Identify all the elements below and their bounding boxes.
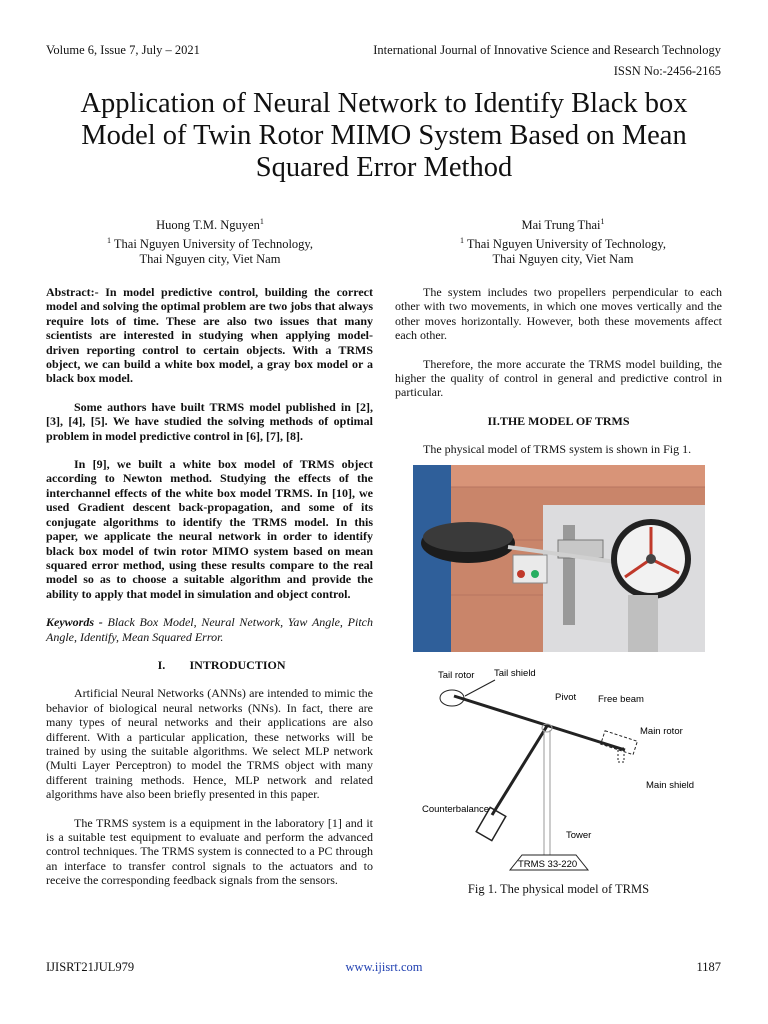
body-paragraph: The system includes two propellers perpendicular to each other with two movements, in which one moves vertically and the other moves horizontally. However, both these movements affect each other. xyxy=(395,285,722,343)
footer-page-number: 1187 xyxy=(696,960,721,974)
author-city: Thai Nguyen city, Viet Nam xyxy=(492,252,634,267)
author-2 xyxy=(413,214,713,267)
section-title: INTRODUCTION xyxy=(189,657,286,672)
label-free-beam: Free beam xyxy=(598,694,644,705)
author-name: Huong T.M. Nguyen xyxy=(156,218,260,233)
tail-shield-arrow xyxy=(465,680,495,696)
keywords-text: Black Box Model, Neural Network, Yaw Angle, Pitch Angle, Identify, Mean Squared Error. xyxy=(46,615,373,644)
footer-website-link[interactable]: www.ijisrt.com xyxy=(345,960,423,974)
body-paragraph: The physical model of TRMS system is shown in Fig 1. xyxy=(423,442,692,457)
section-heading-introduction xyxy=(46,658,373,672)
right-column xyxy=(395,285,722,471)
trms-photo xyxy=(413,465,705,652)
header-volume: Volume 6, Issue 7, July – 2021 xyxy=(46,43,200,57)
trms-diagram xyxy=(420,660,720,882)
label-main-rotor: Main rotor xyxy=(640,726,683,737)
affiliation-sup: 1 xyxy=(107,236,111,246)
abstract-paragraph: Abstract:- In model predictive control, building the correct model and solving the optimal problem are two jobs that always require lots of time. These are also two issues that many scientists are interested in studying when applying model-driven reporting control to certain objects. With a TRMS object, we can build a white box model, a gray box model or a black box model. xyxy=(46,285,373,386)
body-paragraph: Artificial Neural Networks (ANNs) are intended to mimic the behavior of biological neural networks (NNs). In fact, there are many types of neural networks and their applications are also different. With a particular application, these networks will be trained by using the suitable algorithms. We select MLP network (Multi Layer Perceptron) to model the TRMS object with many different training methods. Hence, MLP network and related algorithms have also been briefly presented in this paper. xyxy=(46,686,373,802)
counterbalance-arm xyxy=(492,726,547,815)
section-heading-model: II.THE MODEL OF TRMS xyxy=(487,413,630,428)
abstract-paragraph: In [9], we built a white box model of TRMS object according to Newton method. Studying the effects of the interchannel effects of the white box model TRMS. In [10], we used Gradient descent back-propagation, and some of its conjugate algorithms to identify the TRMS model. In this paper, we applicate the neural network in order to identify black box model of twin rotor MIMO system based on mean squared error method, using these results compare to the real model so as to choose a suitable algorithm and provide the ability to apply that model in simulation and object control. xyxy=(46,457,373,601)
label-main-shield: Main shield xyxy=(646,780,695,791)
paper-title: Application of Neural Network to Identify Black box Model of Twin Rotor MIMO System Based on Mean Squared Error Method xyxy=(80,88,688,183)
figure-caption: Fig 1. The physical model of TRMS xyxy=(467,882,650,896)
label-tail-rotor: Tail rotor xyxy=(438,670,475,681)
affiliation-sup: 1 xyxy=(460,236,464,246)
header-issn: ISSN No:-2456-2165 xyxy=(613,64,721,78)
header-journal: International Journal of Innovative Science and Research Technology xyxy=(373,43,721,57)
label-base: TRMS 33-220 xyxy=(518,859,578,870)
author-affiliation: Thai Nguyen University of Technology, xyxy=(111,237,313,252)
keywords-label: Keywords - xyxy=(46,615,103,630)
author-1 xyxy=(60,214,360,267)
author-city: Thai Nguyen city, Viet Nam xyxy=(139,252,281,267)
author-sup: 1 xyxy=(600,217,605,226)
author-name: Mai Trung Thai xyxy=(521,218,601,233)
label-counterbalance: Counterbalance xyxy=(422,804,490,815)
abstract-paragraph: Some authors have built TRMS model published in [2], [3], [4], [5]. We have studied the solving methods of optimal problem in model predictive control in [6], [7], [8]. xyxy=(46,399,373,443)
label-tower: Tower xyxy=(566,830,592,841)
keywords xyxy=(46,615,373,644)
label-pivot: Pivot xyxy=(555,692,577,703)
body-paragraph: The TRMS system is a equipment in the laboratory [1] and it is a suitable test equipment to evaluate and perform the advanced control techniques. The TRMS system is connected to a PC through an interface to transfer control signals to the actuators and to receive the corresponding feedback signals from the sensors. xyxy=(46,815,373,888)
author-sup: 1 xyxy=(259,217,264,226)
left-column xyxy=(46,285,373,902)
section-number: I. xyxy=(157,657,166,672)
footer-code: IJISRT21JUL979 xyxy=(46,960,135,974)
body-paragraph: Therefore, the more accurate the TRMS model building, the higher the quality of control in general and predictive control in particular. xyxy=(395,356,722,400)
author-affiliation: Thai Nguyen University of Technology, xyxy=(464,237,666,252)
label-tail-shield: Tail shield xyxy=(494,668,536,679)
